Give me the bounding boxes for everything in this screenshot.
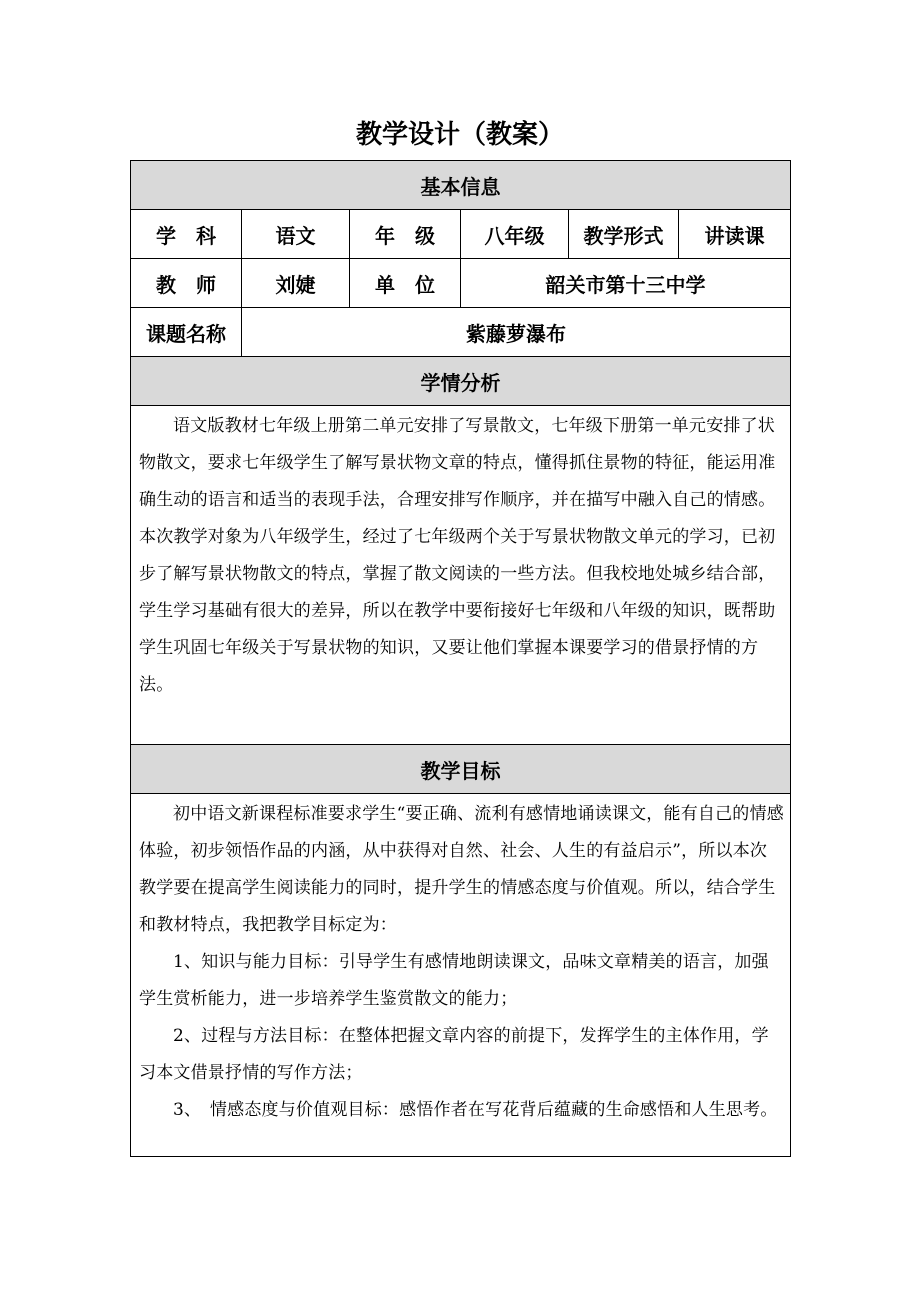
- goals-heading: 教学目标: [131, 745, 791, 794]
- goals-body: [131, 794, 791, 1157]
- goal-process-method: 2、过程与方法目标：在整体把握文章内容的前提下，发挥学生的主体作用，学习本文借景抒情的写作方法；: [139, 1026, 769, 1083]
- goals-intro-paragraph: 初中语文新课程标准要求学生“要正确、流利有感情地诵读课文，能有自己的情感体验，初步领悟作品的内涵，从中获得对自然、社会、人生的有益启示”，所以本次教学要在提高学生阅读能力的同时，提升学生的情感态度与价值观。所以，结合学生和教材特点，我把教学目标定为：: [139, 804, 784, 935]
- analysis-paragraph: 语文版教材七年级上册第二单元安排了写景散文，七年级下册第一单元安排了状物散文，要求七年级学生了解写景状物文章的特点，懂得抓住景物的特征，能运用准确生动的语言和适当的表现手法，合理安排写作顺序，并在描写中融入自己的情感。本次教学对象为八年级学生，经过了七年级两个关于写景状物散文单元的学习，已初步了解写景状物散文的特点，掌握了散文阅读的一些方法。但我校地处城乡结合部，学生学习基础有很大的差异，所以在教学中要衔接好七年级和八年级的知识，既帮助学生巩固七年级关于写景状物的知识，又要让他们掌握本课要学习的借景抒情的方法。: [139, 416, 776, 695]
- topic-label: 课题名称: [131, 308, 242, 357]
- goal-knowledge-ability: 1、知识与能力目标：引导学生有感情地朗读课文，品味文章精美的语言，加强学生赏析能力，进一步培养学生鉴赏散文的能力；: [139, 952, 769, 1009]
- teacher-value: 刘婕: [242, 259, 350, 308]
- analysis-heading: 学情分析: [131, 357, 791, 406]
- teaching-form-value: 讲读课: [679, 210, 791, 259]
- analysis-body: [131, 406, 791, 745]
- basic-info-heading: 基本信息: [131, 161, 791, 210]
- grade-label: 年 级: [350, 210, 461, 259]
- goal-emotion-values: 3、 情感态度与价值观目标：感悟作者在写花背后蕴藏的生命感悟和人生思考。: [173, 1100, 778, 1120]
- unit-label: 单 位: [350, 259, 461, 308]
- subject-label: 学 科: [131, 210, 242, 259]
- document-title: 教学设计（教案）: [355, 120, 564, 150]
- grade-value: 八年级: [461, 210, 569, 259]
- teaching-form-label: 教学形式: [569, 210, 679, 259]
- topic-value: 紫藤萝瀑布: [242, 308, 791, 357]
- lesson-plan-table: [130, 160, 791, 1157]
- unit-value: 韶关市第十三中学: [461, 259, 791, 308]
- subject-value: 语文: [242, 210, 350, 259]
- teacher-label: 教 师: [131, 259, 242, 308]
